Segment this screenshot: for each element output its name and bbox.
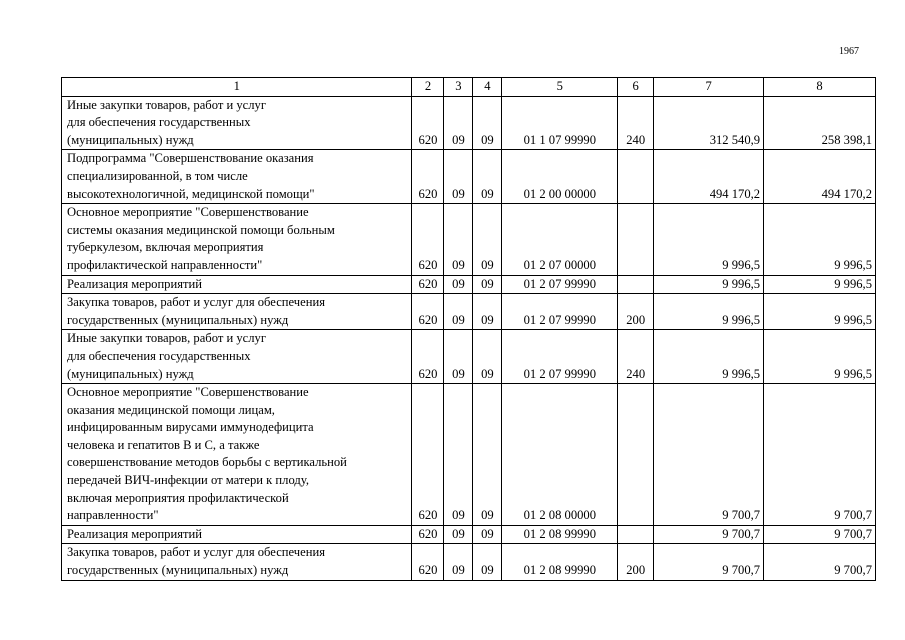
subsection-code-cell: 09 [444,204,473,275]
subsection-code-cell: 09 [473,275,502,294]
expense-type-cell [618,275,654,294]
table-row [62,525,876,544]
row-name-cell: Реализация мероприятий [62,525,412,544]
column-header: 5 [502,78,618,97]
subsection-code-cell: 09 [473,294,502,330]
subsection-code-cell: 09 [473,204,502,275]
section-code-cell: 620 [412,294,444,330]
target-article-cell: 01 2 07 99990 [502,294,618,330]
amount-cell: 312 540,9 [654,96,764,150]
table-row [62,96,876,150]
target-article-cell: 01 2 07 00000 [502,204,618,275]
subsection-code-cell: 09 [444,96,473,150]
row-name-cell: Подпрограмма "Совершенствование оказания специализированной, в том числе высокотехнологичной, медицинской помощи" [62,150,412,204]
column-header: 7 [654,78,764,97]
subsection-code-cell: 09 [444,275,473,294]
subsection-code-cell: 09 [444,525,473,544]
amount-cell: 9 700,7 [654,525,764,544]
expense-type-cell [618,150,654,204]
section-code-cell: 620 [412,275,444,294]
page-number: 1967 [839,46,859,57]
table-row [62,330,876,384]
amount-cell: 9 996,5 [654,330,764,384]
target-article-cell: 01 2 08 99990 [502,525,618,544]
subsection-code-cell: 09 [444,384,473,526]
section-code-cell: 620 [412,204,444,275]
table-row [62,150,876,204]
section-code-cell: 620 [412,544,444,580]
amount-cell: 494 170,2 [764,150,876,204]
subsection-code-cell: 09 [444,544,473,580]
column-header: 1 [62,78,412,97]
expense-type-cell: 240 [618,96,654,150]
amount-cell: 9 996,5 [764,204,876,275]
table-row [62,294,876,330]
subsection-code-cell: 09 [473,544,502,580]
amount-cell: 9 700,7 [764,384,876,526]
row-name-cell: Иные закупки товаров, работ и услуг для обеспечения государственных (муниципальных) нужд [62,330,412,384]
expense-type-cell: 240 [618,330,654,384]
amount-cell: 9 700,7 [654,544,764,580]
subsection-code-cell: 09 [473,384,502,526]
amount-cell: 9 996,5 [654,275,764,294]
target-article-cell: 01 2 07 99990 [502,330,618,384]
section-code-cell: 620 [412,330,444,384]
amount-cell: 9 996,5 [764,275,876,294]
column-header: 8 [764,78,876,97]
row-name-cell: Реализация мероприятий [62,275,412,294]
header-row [62,78,876,97]
amount-cell: 494 170,2 [654,150,764,204]
expense-type-cell [618,204,654,275]
section-code-cell: 620 [412,525,444,544]
section-code-cell: 620 [412,150,444,204]
amount-cell: 9 700,7 [764,544,876,580]
row-name-cell: Основное мероприятие "Совершенствование оказания медицинской помощи лицам, инфицированным вирусами иммунодефицита человека и гепатитов B и C, а также совершенствование методов борьбы с вертикальной передачей ВИЧ-инфекции от матери к плоду, включая мероприятия профилактической направленности" [62,384,412,526]
subsection-code-cell: 09 [473,330,502,384]
column-header: 6 [618,78,654,97]
column-header: 3 [444,78,473,97]
amount-cell: 9 700,7 [654,384,764,526]
row-name-cell: Основное мероприятие "Совершенствование системы оказания медицинской помощи больным туберкулезом, включая мероприятия профилактической направленности" [62,204,412,275]
amount-cell: 9 996,5 [654,294,764,330]
table-row [62,204,876,275]
subsection-code-cell: 09 [473,96,502,150]
target-article-cell: 01 2 07 99990 [502,275,618,294]
expense-type-cell [618,525,654,544]
amount-cell: 9 996,5 [764,294,876,330]
section-code-cell: 620 [412,384,444,526]
subsection-code-cell: 09 [444,294,473,330]
section-code-cell: 620 [412,96,444,150]
column-header: 4 [473,78,502,97]
table-row [62,384,876,526]
row-name-cell: Закупка товаров, работ и услуг для обеспечения государственных (муниципальных) нужд [62,294,412,330]
target-article-cell: 01 2 08 00000 [502,384,618,526]
subsection-code-cell: 09 [473,150,502,204]
amount-cell: 9 996,5 [654,204,764,275]
budget-table [61,77,876,581]
amount-cell: 9 996,5 [764,330,876,384]
row-name-cell: Иные закупки товаров, работ и услуг для обеспечения государственных (муниципальных) нужд [62,96,412,150]
subsection-code-cell: 09 [444,150,473,204]
amount-cell: 9 700,7 [764,525,876,544]
row-name-cell: Закупка товаров, работ и услуг для обеспечения государственных (муниципальных) нужд [62,544,412,580]
expense-type-cell: 200 [618,544,654,580]
subsection-code-cell: 09 [444,330,473,384]
expense-type-cell: 200 [618,294,654,330]
target-article-cell: 01 2 08 99990 [502,544,618,580]
table-row [62,544,876,580]
table-row [62,275,876,294]
amount-cell: 258 398,1 [764,96,876,150]
target-article-cell: 01 1 07 99990 [502,96,618,150]
subsection-code-cell: 09 [473,525,502,544]
expense-type-cell [618,384,654,526]
column-header: 2 [412,78,444,97]
target-article-cell: 01 2 00 00000 [502,150,618,204]
